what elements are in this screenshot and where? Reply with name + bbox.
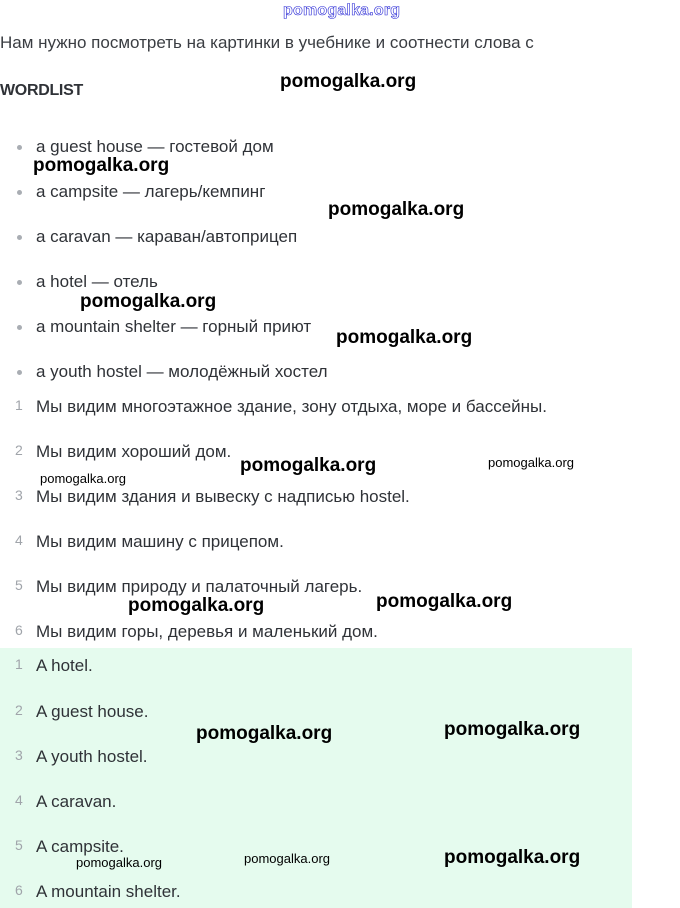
wordlist-item-text: a campsite — лагерь/кемпинг: [36, 182, 266, 201]
watermark: pomogalka.org: [128, 595, 265, 616]
watermark: pomogalka.org: [444, 719, 581, 740]
wordlist-item-text: a guest house — гостевой дом: [36, 137, 274, 156]
item-number: 4: [15, 532, 23, 548]
bullet-icon: [17, 190, 22, 195]
description-text: Мы видим машину с прицепом.: [36, 532, 284, 551]
watermark: pomogalka.org: [328, 199, 465, 220]
bullet-icon: [17, 325, 22, 330]
description-text: Мы видим хороший дом.: [36, 442, 232, 461]
intro-text: Нам нужно посмотреть на картинки в учебнике и соотнести слова с: [0, 33, 534, 52]
answer-text: A youth hostel.: [36, 747, 148, 766]
bullet-icon: [17, 370, 22, 375]
site-link[interactable]: pomogalka.org: [283, 2, 401, 19]
description-text: Мы видим горы, деревья и маленький дом.: [36, 622, 378, 641]
item-number: 1: [15, 397, 23, 413]
item-number: 6: [15, 622, 23, 638]
item-number: 5: [15, 577, 23, 593]
wordlist-title: WORDLIST: [0, 82, 83, 99]
wordlist-item-text: a youth hostel — молодёжный хостел: [36, 362, 328, 381]
item-number: 5: [15, 837, 23, 853]
watermark: pomogalka.org: [33, 155, 170, 176]
answer-text: A campsite.: [36, 837, 124, 856]
bullet-icon: [17, 235, 22, 240]
item-number: 3: [15, 487, 23, 503]
wordlist-item-text: a hotel — отель: [36, 272, 158, 291]
watermark: pomogalka.org: [80, 291, 217, 312]
bullet-icon: [17, 280, 22, 285]
description-text: Мы видим природу и палаточный лагерь.: [36, 577, 363, 596]
watermark: pomogalka.org: [196, 723, 333, 744]
bullet-icon: [17, 145, 22, 150]
item-number: 2: [15, 702, 23, 718]
watermark: pomogalka.org: [336, 327, 473, 348]
answer-text: A guest house.: [36, 702, 149, 721]
wordlist-item-text: a caravan — караван/автоприцеп: [36, 227, 298, 246]
watermark: pomogalka.org: [240, 455, 377, 476]
answer-text: A hotel.: [36, 656, 93, 675]
watermark: pomogalka.org: [376, 591, 513, 612]
watermark: pomogalka.org: [444, 847, 581, 868]
wordlist-item-text: a mountain shelter — горный приют: [36, 317, 312, 336]
watermark: pomogalka.org: [76, 855, 162, 870]
answer-text: A caravan.: [36, 792, 117, 811]
answer-text: A mountain shelter.: [36, 882, 181, 901]
watermark: pomogalka.org: [280, 71, 417, 92]
item-number: 2: [15, 442, 23, 458]
watermark: pomogalka.org: [244, 851, 330, 866]
watermark: pomogalka.org: [40, 471, 126, 486]
item-number: 1: [15, 656, 23, 672]
watermark: pomogalka.org: [488, 455, 574, 470]
description-text: Мы видим многоэтажное здание, зону отдыха, море и бассейны.: [36, 397, 547, 416]
item-number: 3: [15, 747, 23, 763]
item-number: 6: [15, 882, 23, 898]
item-number: 4: [15, 792, 23, 808]
description-text: Мы видим здания и вывеску с надписью hostel.: [36, 487, 410, 506]
